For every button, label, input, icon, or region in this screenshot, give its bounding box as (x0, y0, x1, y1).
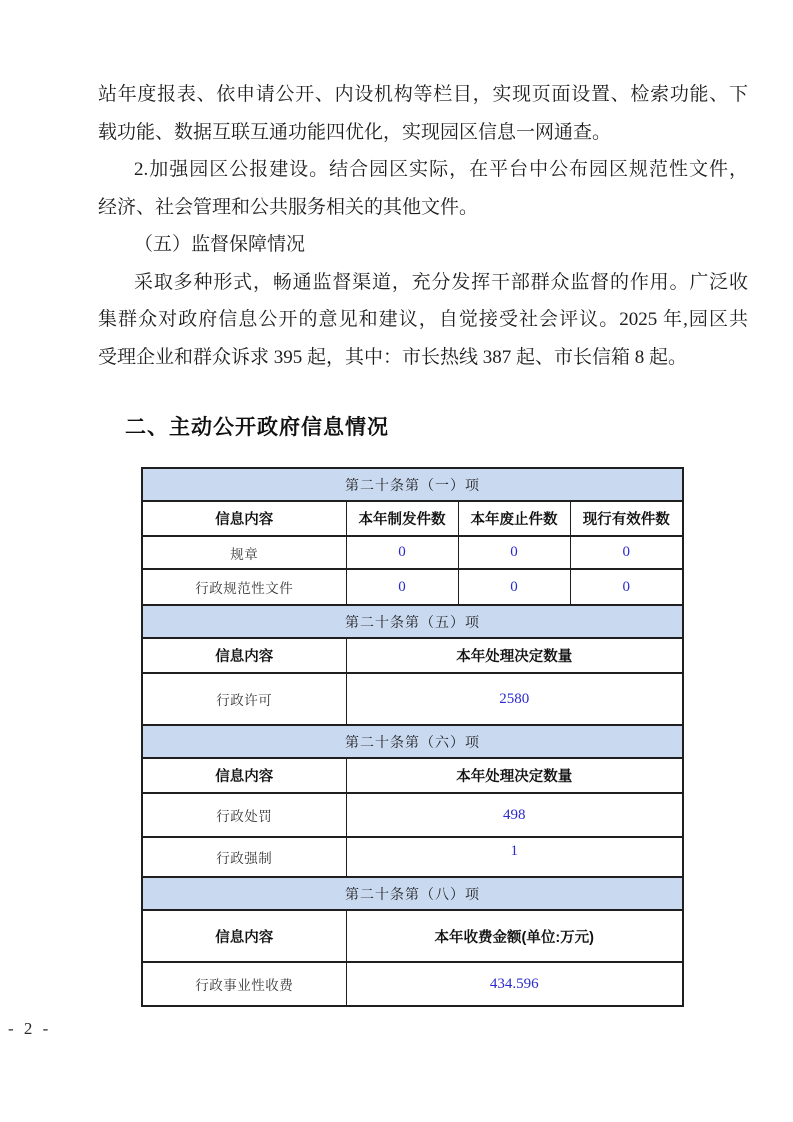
cell-value: 0 (570, 536, 683, 569)
cell-value: 434.596 (346, 962, 683, 1006)
section-heading: 二、主动公开政府信息情况 (125, 416, 389, 439)
column-header: 本年废止件数 (458, 501, 570, 536)
column-header: 现行有效件数 (570, 501, 683, 536)
body-line: 受理企业和群众诉求 395 起，其中：市长热线 387 起、市长信箱 8 起。 (98, 346, 688, 368)
body-line: 经济、社会管理和公共服务相关的其他文件。 (98, 196, 479, 218)
cell-value: 0 (458, 569, 570, 605)
cell-value: 2580 (346, 673, 683, 725)
table-band-title: 第二十条第（八）项 (142, 877, 683, 910)
table-row (142, 962, 683, 1006)
body-line: 采取多种形式，畅通监督渠道，充分发挥干部群众监督的作用。广泛收 (134, 271, 748, 293)
body-line: 站年度报表、依申请公开、内设机构等栏目，实现页面设置、检索功能、下 (98, 84, 748, 105)
cell-value: 0 (570, 569, 683, 605)
cell-value: 498 (346, 793, 683, 837)
cell-value: 0 (346, 569, 458, 605)
table-band-title: 第二十条第（五）项 (142, 605, 683, 638)
column-header: 信息内容 (142, 910, 346, 962)
column-header: 信息内容 (142, 501, 346, 536)
table-band-title: 第二十条第（六）项 (142, 725, 683, 758)
body-line: 2.加强园区公报建设。结合园区实际，在平台中公布园区规范性文件， (134, 159, 748, 180)
page-number: - 2 - (8, 1019, 52, 1038)
column-header: 信息内容 (142, 638, 346, 673)
cell-value: 0 (346, 536, 458, 569)
table-band-title: 第二十条第（一）项 (142, 468, 683, 501)
column-header: 本年制发件数 (346, 501, 458, 536)
table-row (142, 793, 683, 837)
cell-value: 1 (346, 837, 683, 877)
column-header: 信息内容 (142, 758, 346, 793)
body-line-subsection-title: （五）监督保障情况 (134, 234, 306, 255)
column-header: 本年处理决定数量 (346, 638, 683, 673)
row-label: 行政许可 (142, 673, 346, 725)
info-table (141, 467, 684, 1007)
body-line: 载功能、数据互联互通功能四优化，实现园区信息一网通查。 (98, 121, 612, 143)
row-label: 规章 (142, 536, 346, 569)
row-label: 行政处罚 (142, 793, 346, 837)
column-header: 本年收费金额(单位:万元) (346, 910, 683, 962)
table-row (142, 536, 683, 569)
table-row (142, 673, 683, 725)
body-text (98, 76, 748, 376)
table-row (142, 569, 683, 605)
cell-value: 0 (458, 536, 570, 569)
body-line: 集群众对政府信息公开的意见和建议，自觉接受社会评议。2025 年,园区共 (98, 309, 748, 330)
row-label: 行政规范性文件 (142, 569, 346, 605)
row-label: 行政事业性收费 (142, 962, 346, 1006)
table-row (142, 837, 683, 877)
column-header: 本年处理决定数量 (346, 758, 683, 793)
row-label: 行政强制 (142, 837, 346, 877)
